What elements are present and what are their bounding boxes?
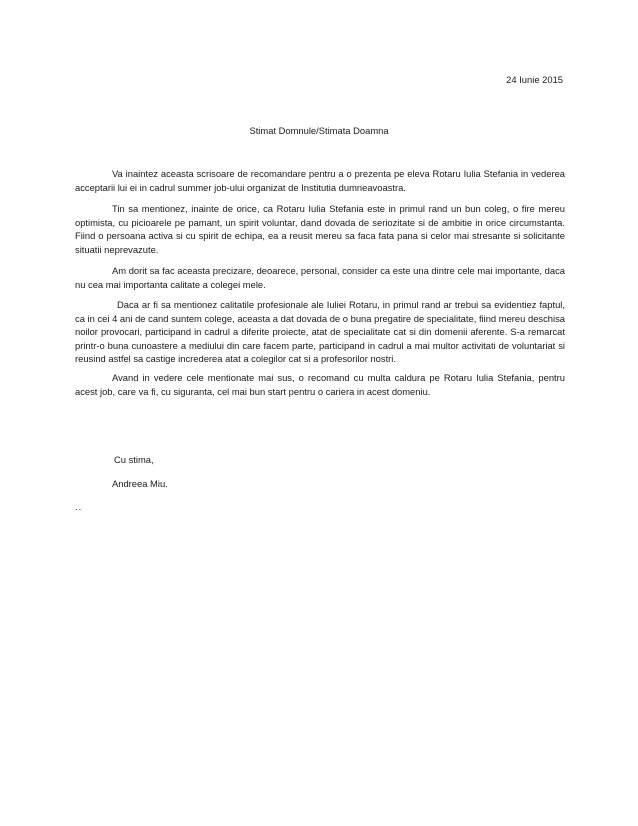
paragraph-text: Daca ar fi sa mentionez calitatile profesionale ale Iuliei Rotaru, in primul rand ar trebui sa evidentiez faptul, ca in cei 4 ani de cand suntem colege, aceasta a dat dovada de o buna pregatire de specialitate, fiind mereu deschisa noilor provocari, participand in cadrul a diferite proiecte, atat de specialitate cat si din domenii aferente. S-a remarcat printr-o buna cunoastere a mediului din care facem parte, participand in cadrul a mai multor activitati de voluntariat si reusind astfel sa castige increderea atat a colegilor cat si a profesorilor nostri. <box>75 299 565 364</box>
letter-paragraph-2 <box>75 202 565 256</box>
letter-salutation: Stimat Domnule/Stimata Doamna <box>249 125 389 136</box>
letter-paragraph-4 <box>75 298 565 366</box>
letter-paragraph-1 <box>75 167 565 194</box>
letter-signature: Andreea Miu. <box>112 478 168 489</box>
paragraph-text: Va inaintez aceasta scrisoare de recomandare pentru a o prezenta pe eleva Rotaru Iulia Stefania in vederea acceptarii lui ei in cadrul summer job-ului organizat de Institutia dumneavoastra. <box>75 168 565 193</box>
letter-paragraph-3 <box>75 264 565 291</box>
trailing-mark: .. <box>75 501 83 512</box>
letter-closing: Cu stima, <box>114 454 154 465</box>
letter-date: 24 Iunie 2015 <box>506 74 563 85</box>
paragraph-text: Am dorit sa fac aceasta precizare, deoarece, personal, consider ca este una dintre cele mai importante, daca nu cea mai importanta calitate a colegei mele. <box>75 265 565 290</box>
paragraph-text: Tin sa mentionez, inainte de orice, ca Rotaru Iulia Stefania este in primul rand un bun coleg, o fire mereu optimista, cu picioarele pe pamant, un spirit voluntar, dand dovada de seriozitate si de ambitie in orice circumstanta. Fiind o persoana activa si cu spirit de echipa, ea a reusit mereu sa faca fata pana si celor mai stresante si solicitante situatii neprevazute. <box>75 203 565 255</box>
paragraph-text: Avand in vedere cele mentionate mai sus, o recomand cu multa caldura pe Rotaru Iulia Stefania, pentru acest job, care va fi, cu siguranta, cel mai bun start pentru o cariera in acest domeniu. <box>75 372 565 397</box>
letter-paragraph-5 <box>75 371 565 398</box>
